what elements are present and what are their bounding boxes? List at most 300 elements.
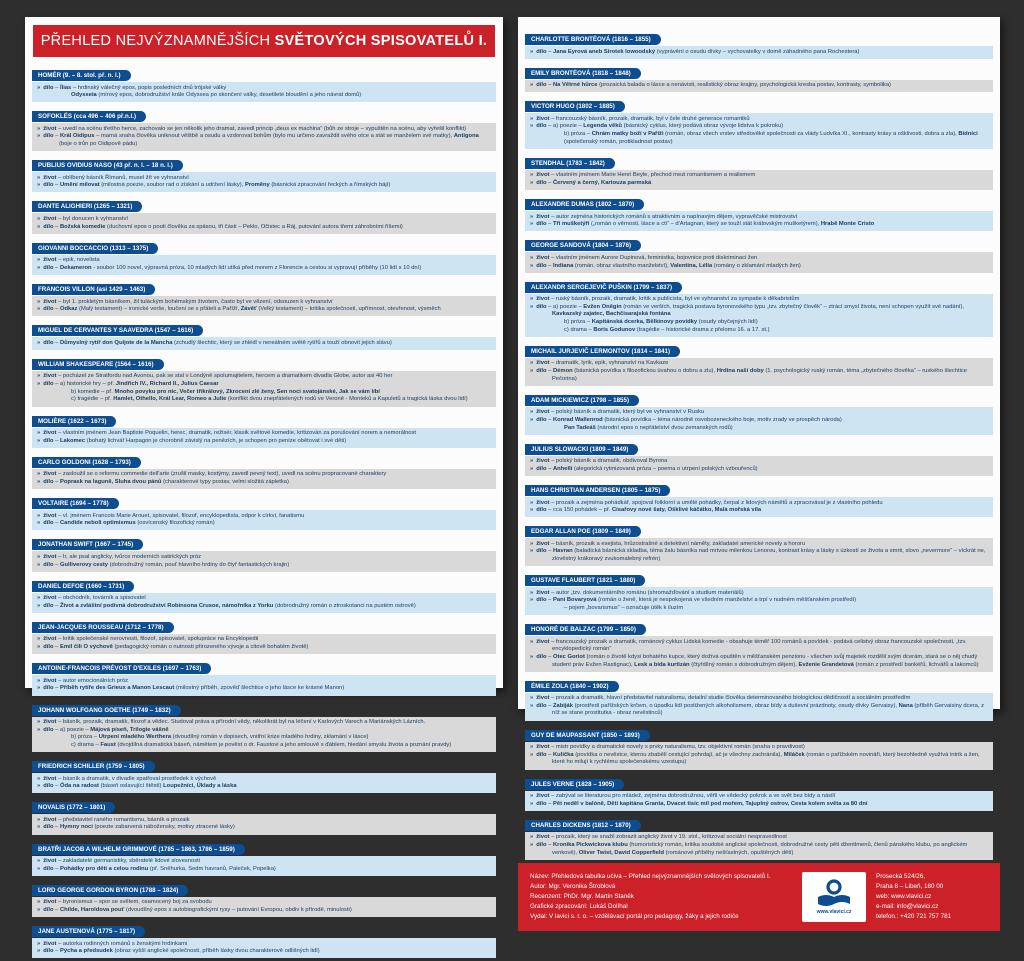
entry-line-zivot: » život – básník, prozaik a esejista, hrůzostrašné a detektivní náměty, zakladatel americké novely a hororu [530, 540, 806, 547]
bullet-icon: » [530, 254, 534, 261]
author-entry [525, 569, 993, 615]
credit-line: Recenzent: PhDr. Mgr. Martin Staněk [530, 892, 634, 900]
author-name: GIOVANNI BOCCACCIO [38, 244, 110, 252]
author-entry [32, 699, 496, 753]
author-name: FRIEDRICH SCHILLER [38, 763, 107, 771]
bullet-icon: » [37, 512, 41, 519]
entry-line-dilo: » dílo – a) poezie – Evžen Oněgin (román ve verších, tragická postava byronovského typu „tzv. zbytečný člověk“ – ztrácí smysl života, není schopen využít své nadání), Kavkazský zajatec, Bachčisarajská fontána [530, 303, 965, 318]
bullet-icon: » [37, 381, 41, 388]
author-header [525, 282, 682, 293]
entry-line-dilo: » dílo – Pět neděl v balóně, Děti kapitána Granta, Dvacet tisíc mil pod mořem, Tajuplný ostrov, Cesta kolem světa za 80 dní [530, 800, 868, 807]
author-header [32, 802, 115, 813]
bullet-icon: » [37, 816, 41, 823]
entry-label: život [536, 793, 550, 800]
author-name: PUBLIUS OVIDIUS NASO [38, 162, 114, 170]
entry-line-zivot: » život – vlastním jménem Marie Henri Beyle, přechod mezi romantismem a realismem [530, 172, 756, 179]
bullet-icon: » [530, 540, 534, 547]
entry-line-zivot: » život – mistr povídky a dramatické novely s prvky naturalismu, tzv. objektivní román (snaha o pravdivost) [530, 744, 805, 751]
bullet-icon: » [37, 520, 41, 527]
entry-label: dílo [43, 223, 54, 230]
entry-label: život [536, 589, 550, 596]
entry-label: dílo [536, 416, 547, 423]
entry-label: dílo [536, 303, 547, 310]
entry-line-zivot: » život – básník, prozaik, dramatik, filozof a vědec. Studoval práva a přírodní vědy, několikrát byl na léčení v Karlových Varech a Mariánských Lázních. [37, 719, 426, 725]
credit-line: Grafické zpracování: Lukáš Dolíhal [530, 902, 628, 910]
author-header [525, 526, 641, 537]
entry-label: život [43, 899, 57, 906]
author-header [525, 346, 680, 357]
author-entry-body [32, 428, 496, 448]
author-name: LORD GEORGE GORDON BYRON [38, 886, 140, 894]
entry-label: dílo [43, 783, 54, 790]
author-name: ANTOINE-FRANCOIS PRÉVOST D'EXILES [38, 665, 163, 673]
author-dates: (9. – 8. stol. př. n. l.) [62, 72, 121, 79]
footer-contact [876, 872, 988, 922]
author-header [32, 70, 131, 81]
author-dates: (1816 – 1855) [612, 36, 651, 43]
author-name: BRATŘI JACOB A WILHELM GRIMMOVÉ [38, 845, 159, 853]
entry-line-continuation: c) drama – Faust (dvojdílná dramatická báseň, námětem je pověst o dr. Faustovi a jeho smlouvě s ďáblem, hledání smyslu života a poznání pravdy) [71, 741, 452, 748]
author-name: FRANCOIS VILLON [38, 286, 97, 294]
author-entry [525, 520, 993, 566]
author-entry [525, 675, 993, 721]
entry-label: dílo [536, 548, 547, 555]
bullet-icon: » [530, 416, 534, 423]
entry-label: dílo [43, 561, 54, 568]
author-header [32, 705, 181, 716]
author-name: SOFOKLÉS [38, 113, 74, 121]
author-entry-body [525, 456, 993, 476]
author-entry [32, 838, 496, 876]
bullet-icon: » [530, 296, 534, 303]
author-entry-body [525, 538, 993, 566]
author-header [525, 199, 644, 210]
author-name: CHARLOTTE BRONTËOVÁ [531, 36, 613, 43]
entry-line-zivot: » život – ruský básník, prozaik, dramatik, kritik a publicista, byl ve vyhnanství za sympatie k děkabristům [530, 296, 800, 303]
author-dates: (1772 – 1801) [66, 804, 106, 812]
entry-line-dilo: » dílo – cca 150 pohádek – př. Císařovy nové šaty, Ošklivé káčátko, Malá mořská víla [530, 507, 762, 514]
vlavici-logo [802, 872, 866, 922]
entry-line-zivot: » život – Ir, ale psal anglicky, tvůrce moderních satirických próz [37, 553, 202, 560]
author-entry-body [525, 358, 993, 386]
author-header [525, 240, 641, 251]
author-entry-body [32, 551, 496, 571]
author-entry [32, 879, 496, 917]
entry-label: život [536, 540, 550, 547]
author-dates: (1788 – 1824) [139, 886, 179, 894]
author-entry [32, 755, 496, 793]
entry-line-continuation: b) komedie – př. Mnoho povyku pro nic, Večer tříkrálový, Zkrocení zlé ženy, Sen noci svatojánské, Jak se vám líbí [71, 388, 380, 395]
author-header [525, 444, 638, 455]
entry-line-dilo: » dílo – Důmyslný rytíř don Quijote de la Mancha (zchudlý šlechtic, který se zhlédl v nereálném světě rytířů a touží obnovit jejich slávu) [37, 339, 392, 346]
bullet-icon: » [530, 744, 534, 751]
entry-line-continuation: Odysseia (mírový epos, dobrodružství krále Odyssea po skončení války, desetileté bloudění a jeho návrat domů) [71, 92, 362, 99]
bullet-icon: » [530, 115, 534, 122]
entry-label: dílo [536, 702, 547, 709]
bullet-icon: » [530, 597, 534, 604]
author-dates: (1749 – 1832) [132, 706, 171, 714]
bullet-icon: » [37, 339, 41, 346]
entry-label: dílo [43, 865, 54, 872]
author-name: ÉMILE ZOLA [531, 682, 570, 690]
entry-label: dílo [43, 644, 54, 651]
bullet-icon: » [37, 264, 41, 271]
entry-line-zivot: » život – zakladatelé germanistiky, sběratelé lidové slovesnosti [37, 858, 201, 865]
bullet-icon: » [37, 824, 41, 831]
author-dates: (1840 – 1902) [569, 682, 609, 690]
bullet-icon: » [37, 899, 41, 906]
bullet-icon: » [37, 133, 41, 140]
bullet-icon: » [530, 499, 534, 506]
author-entry-body [32, 123, 496, 151]
entry-label: život [43, 816, 57, 823]
bullet-icon: » [37, 783, 41, 790]
author-dates: (1759 – 1805) [106, 763, 145, 771]
author-name: EMILY BRONTËOVÁ [531, 69, 593, 77]
footer-credits [530, 872, 792, 922]
author-dates: (1798 – 1855) [590, 396, 629, 404]
author-dates: (1547 – 1616) [154, 327, 194, 335]
entry-label: život [536, 360, 550, 367]
bullet-icon: » [530, 360, 534, 367]
bullet-icon: » [37, 437, 41, 444]
author-name: ALEXANDR SERGEJEVIČ PUŠKIN [531, 283, 634, 291]
contact-line: e-mail: info@vlavici.cz [876, 902, 939, 910]
bullet-icon: » [530, 548, 534, 555]
author-dates: (1828 – 1905) [575, 780, 615, 788]
author-dates: (1313 – 1375) [109, 244, 149, 252]
entry-line-dilo: » dílo – Jana Eyrová aneb Sirotek lowoodský (vyprávění o osudu dívky – vychovatelky v domě záhadného pana Rochestera) [530, 48, 860, 55]
entry-line-zivot: » život – francouzský prozaik a dramatik, románový cyklus Lidská komedie - obsahuje téměř 100 románů a povídek - podává celistvý obraz francouzské společnosti, „tzv. encyklopedický román“ [530, 638, 967, 653]
entry-label: dílo [43, 824, 54, 831]
author-header [32, 201, 142, 212]
author-entry-body [525, 832, 993, 860]
author-header [525, 68, 641, 79]
bullet-icon: » [37, 775, 41, 782]
author-entry [525, 479, 993, 517]
author-name: EDGAR ALLAN POE [531, 528, 593, 536]
contact-line: Praha 8 – Libeň, 180 00 [876, 882, 944, 890]
entry-label: dílo [536, 597, 547, 604]
author-dates: (1805 – 1875) [621, 487, 661, 495]
bullet-icon: » [530, 409, 534, 416]
author-entry-body [32, 82, 496, 102]
entry-label: dílo [536, 751, 547, 758]
entry-label: život [536, 744, 550, 751]
entry-label: dílo [536, 262, 547, 269]
author-dates: (1804 – 1876) [592, 242, 632, 250]
bullet-icon: » [37, 940, 41, 947]
entry-label: život [43, 373, 57, 380]
author-entry-body [32, 593, 496, 613]
author-name: ALEXANDRE DUMAS [531, 201, 596, 209]
author-entry [525, 340, 993, 386]
entry-line-zivot: » život – epik, novelista [37, 257, 100, 264]
author-entry [32, 796, 496, 834]
author-entry-body [32, 717, 496, 753]
author-dates: (1697 – 1763) [162, 665, 202, 673]
entry-label: život [536, 172, 550, 179]
author-header [32, 663, 211, 674]
author-name: JULIUS SLOWACKI [531, 445, 590, 453]
author-header [525, 395, 639, 406]
bullet-icon: » [37, 306, 41, 313]
bullet-icon: » [530, 123, 534, 130]
entry-label: život [536, 834, 550, 841]
author-dates: (1799 – 1850) [597, 626, 636, 634]
author-header [32, 160, 183, 171]
author-name: VOLTAIRE [38, 500, 71, 508]
author-entry-body [32, 172, 496, 192]
bullet-icon: » [37, 726, 41, 733]
author-entry-body [32, 255, 496, 275]
entry-line-zivot: » život – uvedl na scénu třetího herce, zachovalo se jen několik jeho dramat, zavedl princip „deus ex machina“ (bůh ze stroje – vypuštěn na scénu, aby vyřešil konflikt) [37, 125, 467, 132]
entry-line-zivot: » život – byronismus – spor se světem, osamocený boj za svobodu [37, 899, 212, 906]
author-name: WILLIAM SHAKESPEARE [38, 360, 116, 368]
author-name: HANS CHRISTIAN ANDERSEN [531, 487, 622, 495]
entry-line-dilo: » dílo – Dekameron - soubor 100 novel, výpravná próza, 10 mladých lidí utíká před morem z Florencie a cestou si vypravují příběhy (10 lidí x 10 dní) [37, 264, 422, 271]
entry-label: dílo [536, 82, 547, 89]
entry-label: život [43, 595, 57, 602]
author-entry [525, 193, 993, 231]
entry-line-dilo: » dílo – Tři mušketýři („román o věrnosti, lásce a cti“ – d'Artagnan, který se touží stát královským mušketýrem), Hrabě Monte Cristo [530, 221, 875, 228]
author-entry-body [32, 469, 496, 489]
author-entry-body [525, 636, 993, 672]
author-entry-body [32, 337, 496, 350]
bullet-icon: » [530, 48, 534, 55]
entry-label: dílo [43, 948, 54, 955]
entry-line-dilo: » dílo – Příběh rytíře des Grieux a Manon Lescaut (milostný příběh, zpověď šlechtice o jeho lásce ke krásné Manon) [37, 685, 345, 692]
author-entry [525, 724, 993, 770]
author-name: DANIEL DEFOE [38, 582, 86, 590]
author-entry [32, 64, 496, 102]
author-entry [32, 154, 496, 192]
authors-column-right [518, 17, 1000, 863]
author-dates: (1667 – 1745) [94, 541, 134, 549]
author-dates: (1785 – 1863, 1786 – 1859) [158, 845, 235, 853]
entry-label: život [536, 499, 550, 506]
author-entry-body [525, 46, 993, 59]
entry-label: dílo [536, 179, 547, 186]
entry-line-dilo: » dílo – Havran (baladická básnická skladba, téma žalu básníka nad mrtvou milenkou Lenorou, kontrast krásy a lásky s úzkostí ze života a smrti, slovo „nevermore“ – víckrát ne, zlověstný krákoravý zvukomalebný refrén) [530, 548, 986, 563]
author-header [32, 325, 203, 336]
author-name: JANE AUSTENOVÁ [38, 928, 97, 936]
entry-line-zivot: » život – zabýval se literaturou pro mládež, zejména dobrodružnou, věřil ve vědecký pokrok a ve svět bez bídy a násilí [530, 793, 836, 800]
author-name: VICTOR HUGO [531, 103, 577, 111]
author-entry [525, 814, 993, 860]
page-title-emphasis: SVĚTOVÝCH SPISOVATELŮ I. [274, 33, 488, 49]
author-entry-body [525, 80, 993, 93]
entry-line-dilo: » dílo – Anhelli (alegorická rytmizovaná próza – poema o utrpení polských vzbouřenců) [530, 465, 758, 472]
bullet-icon: » [530, 695, 534, 702]
bullet-icon: » [530, 834, 534, 841]
entry-line-dilo: » dílo – Pohádky pro děti a celou rodinu (př. Sněhurka, Sedm havranů, Paleček, Popelka) [37, 865, 276, 872]
author-name: JONATHAN SWIFT [38, 541, 95, 549]
author-header [32, 243, 158, 254]
entry-line-zivot: » život – dramatik, lyrik, epik, vyhnanství na Kavkaze [530, 360, 669, 367]
author-name: GUSTAVE FLAUBERT [531, 577, 597, 585]
author-dates: (1809 – 1849) [589, 445, 629, 453]
author-entry [32, 195, 496, 233]
author-dates: (1694 – 1778) [70, 500, 109, 508]
entry-line-dilo: » dílo – Paní Bovaryová (román o ženě, která je nespokojená ve všedním manželství a trpí v nudném měšťanském prostředí) [530, 597, 857, 604]
author-entry-body [525, 170, 993, 190]
bullet-icon: » [37, 174, 41, 181]
author-entry-body [32, 675, 496, 695]
footer [518, 863, 1000, 931]
author-name: STENDHAL [531, 159, 567, 167]
author-dates: (1564 – 1616) [115, 360, 154, 368]
author-entry [32, 105, 496, 151]
entry-line-dilo: » dílo – Gulliverovy cesty (dobrodružný román, pouť hlavního hrdiny do čtyř fantastických krajin) [37, 561, 290, 568]
contact-line: telefon.: +420 721 757 781 [876, 913, 952, 920]
right-poster-panel [518, 17, 1000, 920]
entry-line-zivot: » život – prozaik, který se snažil zobrazit anglický život v 19. stol., kritizoval sociální nespravedlnost [530, 834, 787, 841]
entry-label: dílo [43, 520, 54, 527]
bullet-icon: » [37, 595, 41, 602]
author-name: DANTE ALIGHIERI [38, 203, 94, 211]
author-header [525, 101, 625, 112]
author-name: JOHANN WOLFGANG GOETHE [38, 706, 133, 714]
author-entry-body [525, 294, 993, 337]
bullet-icon: » [37, 471, 41, 478]
entry-label: život [43, 775, 57, 782]
author-header [32, 284, 155, 295]
author-entry-body [32, 814, 496, 834]
author-dates: (1628 – 1793) [92, 458, 131, 466]
entry-label: dílo [43, 907, 54, 914]
author-name: ADAM MICKIEWICZ [531, 396, 591, 404]
entry-line-dilo: » dílo – Otec Goriot (román o životě kdysi bohatého kupce, který dožívá opuštěn v měšťanském penzionu - všechen svůj majetek rozdělil svým dcerám, stará se o něj chudý student práv Evžen Rastignac), Lesk a bída kurtizán (čtyřdílný román s dobrodružným dějem), Evženie Grandetová (román z prostředí bankéřů, lichvářů a lakomců) [530, 653, 979, 668]
entry-line-zivot: » život – autor zejména historických románů s atraktivním a napínavým dějem, vypravěčské mistrovství [530, 213, 798, 220]
entry-line-dilo: » dílo – Lakomec (bohatý lichvář Harpagon je chorobně závislý na penězích, je schopen pro peníze obětovat i své děti) [37, 437, 347, 444]
author-entry-body [32, 634, 496, 654]
author-name: JULES VERNE [531, 780, 576, 788]
bullet-icon: » [530, 638, 534, 645]
author-dates: (cca 496 – 406 př.n.l.) [73, 113, 137, 121]
bullet-icon: » [530, 368, 534, 375]
author-header [32, 111, 146, 122]
author-entry [32, 353, 496, 407]
author-entry-body [32, 213, 496, 233]
entry-line-zivot: » život – zasloužil se o reformu commedie dell'arte (zrušil masky, kostýmy, zavedl pevný text), uvedl na scénu propracované charaktery [37, 471, 387, 478]
author-entry-body [525, 742, 993, 770]
entry-label: život [536, 695, 550, 702]
bullet-icon: » [530, 653, 534, 660]
page-title-prefix: PŘEHLED NEJVÝZNAMNĚJŠÍCH [40, 33, 275, 49]
author-dates: (asi 1429 – 1463) [96, 286, 146, 294]
entry-label: dílo [43, 339, 54, 346]
entry-label: dílo [43, 381, 54, 388]
entry-line-zivot: » život – básník a dramatik, v divadle spatřoval prostředek k výchově [37, 775, 217, 782]
author-header [525, 730, 650, 741]
entry-label: život [43, 215, 57, 222]
bullet-icon: » [530, 793, 534, 800]
bullet-icon: » [530, 465, 534, 472]
author-name: GEORGE SANDOVÁ [531, 242, 593, 250]
entry-label: dílo [536, 465, 547, 472]
author-entry-body [525, 587, 993, 615]
author-entry [525, 152, 993, 190]
entry-line-continuation: b) próza – Chrám matky boží v Paříži (román, obraz všech vrstev středověké společnosti za vlády Ludvíka XI., kontrasty krásy a ošklivosti, dobra a zla), Bídníci (společenský román, protikladnost postav) [564, 131, 978, 145]
author-entry-body [32, 510, 496, 530]
author-entry [525, 773, 993, 811]
bullet-icon: » [37, 602, 41, 609]
author-name: MICHAIL JURJEVIČ LERMONTOV [531, 347, 632, 355]
entry-line-zivot: » život – prozaik a zejména pohádkář, spojoval folklorní a umělé pohádky, čerpal z lidových námětů a zpracovával je z vlastního pohledu [530, 499, 883, 506]
author-entry [525, 389, 993, 435]
entry-label: dílo [43, 133, 54, 140]
entry-line-zivot: » život – vlastním jménem Aurore Dupinová, feministka, bojovnice proti diskriminaci žen [530, 254, 758, 261]
author-entry [32, 920, 496, 958]
entry-line-dilo: » dílo – Konrad Wallenrod (básnická povídka – téma národně osvobozeneckého boje, motiv zrady ve prospěch národa) [530, 416, 842, 423]
entry-label: dílo [43, 264, 54, 271]
entry-line-dilo: » dílo – Ílias – hrdinský válečný epos, popis posledních dnů trójské války [37, 84, 227, 91]
entry-label: dílo [536, 48, 547, 55]
author-dates: (1265 – 1321) [93, 203, 133, 211]
bullet-icon: » [37, 298, 41, 305]
author-header [32, 844, 245, 855]
entry-line-dilo: » dílo – a) historické hry – př. Jindřich IV., Richard II., Julius Caesar [37, 381, 219, 388]
entry-line-continuation: b) próza – Utrpení mladého Werthera (dvoudílný román v dopisech, vnitřní krize mladého hrdiny, zklamání v lásce) [71, 734, 369, 741]
entry-label: dílo [43, 602, 54, 609]
entry-line-dilo: » dílo – Childe, Haroldova pouť (dvoudílný epos s autobiografickými rysy – putování Evropou, obdiv k přírodě, minulosti) [37, 907, 352, 914]
left-poster-panel [25, 17, 503, 955]
author-name: MOLIÈRE [38, 417, 68, 425]
bullet-icon: » [37, 561, 41, 568]
entry-label: dílo [536, 368, 547, 375]
author-header [525, 575, 645, 586]
entry-line-zivot: » život – byl 1. prokletým básníkem, žil tuláckým bohémským životem, často byl ve vězení, odsouzen k vyhnanství [37, 298, 333, 305]
author-entry-body [525, 497, 993, 517]
author-entry [32, 319, 496, 350]
author-dates: (1783 – 1842) [566, 159, 605, 167]
entry-line-zivot: » život – polský básník a dramatik, který byl ve vyhnanství v Rusku [530, 409, 705, 416]
author-name: MIGUEL DE CERVANTES Y SAAVEDRA [38, 327, 155, 335]
entry-line-dilo: » dílo – Démon (básnická povídka s filozofickou úvahou o dobru a zlu), Hrdina naší doby (1. psychologický ruský román, téma „zbytečného člověka“ – ruského šlechtice Pečorina) [530, 368, 968, 382]
entry-line-continuation: b) próza – Kapitánská dcerka, Bělkinovy povídky (osudy obyčejných lidí) [564, 319, 758, 326]
bullet-icon: » [530, 589, 534, 596]
bullet-icon: » [530, 262, 534, 269]
entry-line-zivot: » život – autor „tzv. dokumentárního románu (shromažďování a studium materiálů) [530, 589, 744, 596]
bullet-icon: » [37, 858, 41, 865]
author-header [525, 34, 661, 45]
entry-label: život [43, 512, 57, 519]
entry-label: život [43, 553, 57, 560]
entry-line-dilo: » dílo – Král Oidipus – marná snaha člověka uniknout věštbě a osudu a vzdorovat bohům (bylo mu určeno zavraždit svého otce a stát se manželem své matky), Antigona (boje o trůn po Oidipově pádu) [37, 133, 479, 148]
author-name: HOMÉR [38, 72, 63, 79]
bullet-icon: » [530, 221, 534, 228]
bullet-icon: » [530, 179, 534, 186]
author-entry [525, 276, 993, 337]
bullet-icon: » [37, 478, 41, 485]
entry-label: dílo [43, 182, 54, 189]
author-header [525, 158, 615, 169]
author-entry-body [32, 856, 496, 876]
entry-line-dilo: » dílo – Emil čili O výchově (pedagogický román o nutnosti přirozeného vývoje a citově bohatém životě) [37, 644, 309, 651]
entry-line-zivot: » život – polský básník a dramatik, obdivoval Byrona [530, 458, 668, 465]
entry-line-dilo: » dílo – Umění milovat (milostná poezie, soubor rad o získání a udržení lásky), Proměny (básnická zpracování řeckých a římských bájí) [37, 182, 391, 189]
author-entry [525, 95, 993, 149]
author-header [32, 885, 188, 896]
author-dates: (1802 – 1885) [576, 103, 615, 111]
entry-line-zivot: » život – vl. jménem Francois Marie Arouet, spisovatel, filozof, encyklopedista, odpor k církvi, fanatismu [37, 512, 305, 519]
entry-label: život [536, 638, 550, 645]
author-header [32, 359, 164, 370]
entry-line-dilo: » dílo – Óda na radost (báseň oslavující štěstí) Loupežníci, Úklady a láska [37, 783, 237, 790]
entry-line-zivot: » život – autor emocionálních próz [37, 677, 128, 684]
author-entry [525, 62, 993, 93]
